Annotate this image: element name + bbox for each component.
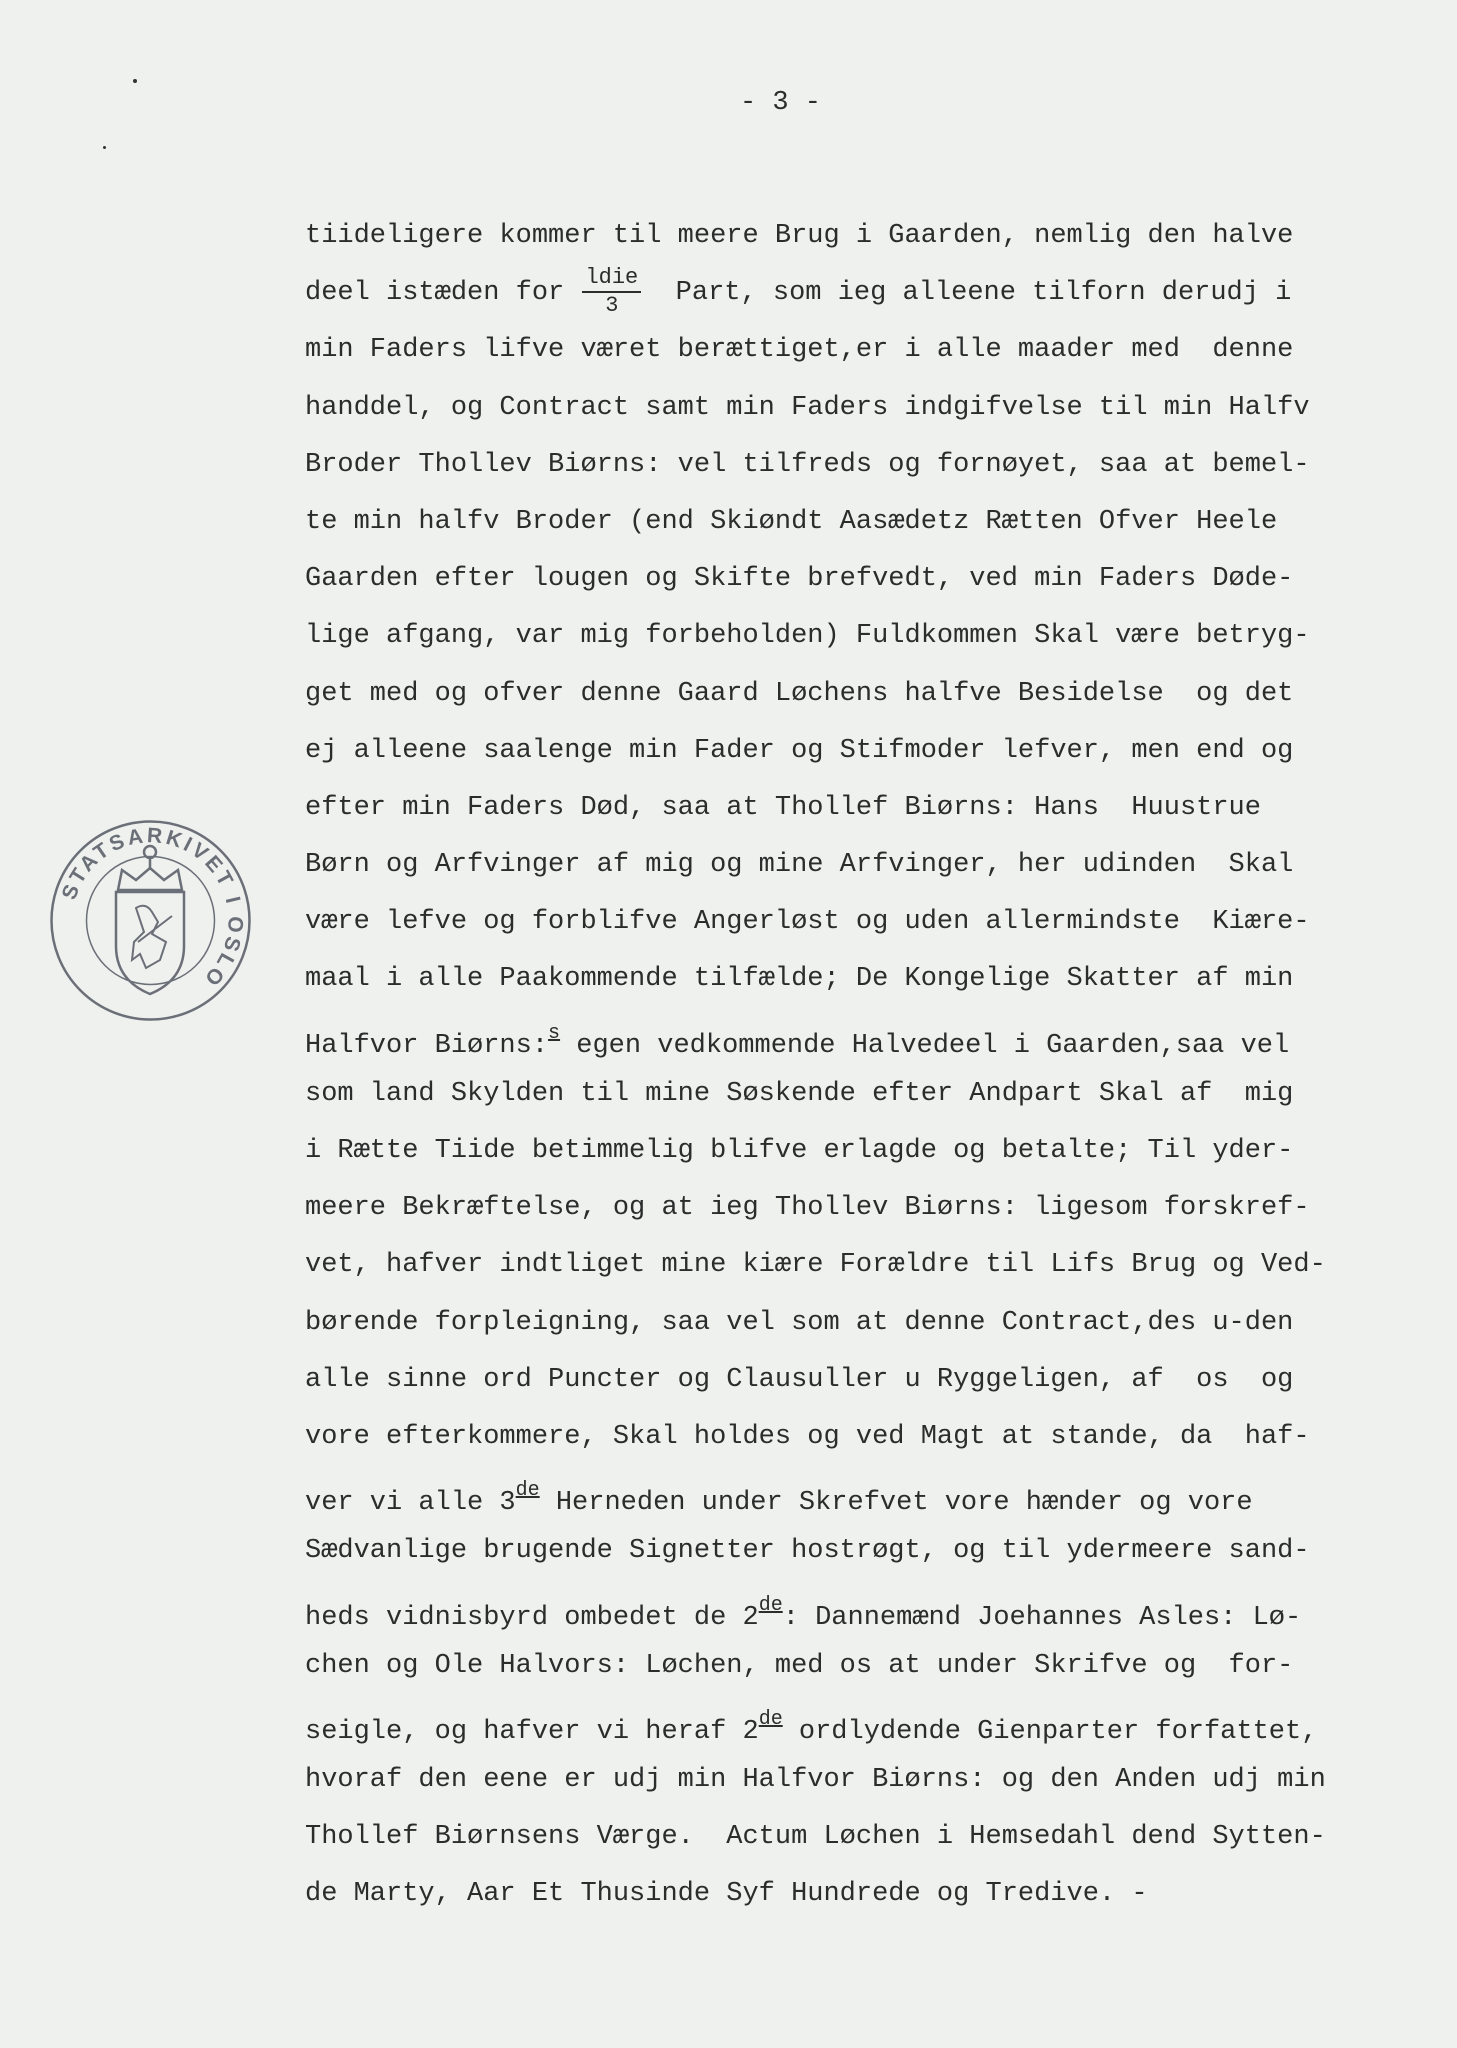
archive-stamp-seal [48, 818, 253, 1023]
text-line: i Rætte Tiide betimmelig blifve erlagde og betalte; Til yder- [305, 1136, 1294, 1166]
text-line: get med og ofver denne Gaard Løchens halfve Besidelse og det [305, 678, 1294, 709]
text-line [305, 1009, 1380, 1066]
text-segment: ordlydende Gienparter forfattet, [782, 1716, 1318, 1747]
text-line: min Faders lifve været berættiget,er i alle maader med denne [305, 335, 1294, 366]
speck-mark [103, 146, 106, 149]
text-line [305, 265, 1380, 322]
text-line: ej alleene saalenge min Fader og Stifmoder lefver, men end og [305, 735, 1294, 766]
text-line: Gaarden efter lougen og Skifte brefvedt, ved min Faders Døde- [305, 564, 1294, 595]
text-line [305, 1581, 1380, 1638]
text-line: Sædvanlige brugende Signetter hostrøgt, og til ydermeere sand- [305, 1536, 1310, 1567]
text-line: maal i alle Paakommende tilfælde; De Kongelige Skatter af min [305, 964, 1294, 995]
text-line: som land Skylden til mine Søskende efter Andpart Skal af mig [305, 1078, 1294, 1109]
text-line: Børn og Arfvinger af mig og mine Arfvinger, her udinden Skal [305, 850, 1294, 881]
lion-shield-icon [116, 892, 184, 994]
letter-body [305, 208, 1380, 1924]
crown-icon [118, 846, 182, 890]
page-number: - 3 - [740, 88, 822, 118]
fraction [582, 267, 641, 317]
superscript: de [758, 1707, 783, 1731]
archive-stamp [48, 818, 253, 1023]
fraction-denominator: 3 [605, 293, 619, 319]
text-segment: : Dannemænd Joehannes Asles: Lø- [782, 1602, 1302, 1633]
text-line: Thollef Biørnsens Værge. Actum Løchen i Hemsedahl dend Sytten- [305, 1822, 1326, 1853]
text-line: chen og Ole Halvors: Løchen, med os at under Skrifve og for- [305, 1650, 1294, 1681]
superscript: de [515, 1479, 540, 1503]
text-line: hvoraf den eene er udj min Halfvor Biørns: og den Anden udj min [305, 1765, 1326, 1796]
text-line [305, 1695, 1380, 1752]
text-segment: egen vedkommende Halvedeel i Gaarden,saa vel [560, 1030, 1290, 1061]
text-line: tiideligere kommer til meere Brug i Gaarden, nemlig den halve [305, 221, 1294, 251]
text-segment: seigle, og hafver vi heraf 2 [305, 1716, 759, 1747]
text-line: vet, hafver indtliget mine kiære Forældre til Lifs Brug og Ved- [305, 1250, 1326, 1281]
stamp-ring-text: STATSARKIVET I OSLO [57, 824, 247, 993]
text-line: vore efterkommere, Skal holdes og ved Magt at stande, da haf- [305, 1421, 1310, 1452]
text-segment: Halfvor Biørns: [305, 1030, 549, 1061]
text-line: efter min Faders Død, saa at Thollef Biørns: Hans Huustrue [305, 792, 1261, 823]
text-line: meere Bekræftelse, og at ieg Thollev Biørns: ligesom forskref- [305, 1193, 1310, 1224]
text-line: handdel, og Contract samt min Faders indgifvelse til min Halfv [305, 392, 1310, 423]
superscript: s [548, 1021, 561, 1045]
fraction-numerator: ldie [582, 267, 641, 293]
text-segment: deel istæden for [305, 278, 581, 309]
text-line: børende forpleigning, saa vel som at denne Contract,des u-den [305, 1307, 1294, 1338]
text-line: lige afgang, var mig forbeholden) Fuldkommen Skal være betryg- [305, 621, 1310, 652]
text-line [305, 1466, 1380, 1523]
speck-mark [133, 79, 137, 83]
text-line: de Marty, Aar Et Thusinde Syf Hundrede og Tredive. - [305, 1879, 1148, 1910]
text-segment: Herneden under Skrefvet vore hænder og vore [539, 1488, 1253, 1519]
superscript: de [758, 1593, 783, 1617]
text-line: være lefve og forblifve Angerløst og uden allermindste Kiære- [305, 907, 1310, 938]
text-line: Broder Thollev Biørns: vel tilfreds og fornøyet, saa at bemel- [305, 449, 1310, 480]
text-segment: heds vidnisbyrd ombedet de 2 [305, 1602, 759, 1633]
text-segment: Part, som ieg alleene tilforn derudj i [643, 278, 1292, 309]
text-line: alle sinne ord Puncter og Clausuller u Ryggeligen, af os og [305, 1364, 1294, 1395]
text-segment: ver vi alle 3 [305, 1488, 516, 1519]
text-line: te min halfv Broder (end Skiøndt Aasædetz Rætten Ofver Heele [305, 506, 1278, 537]
